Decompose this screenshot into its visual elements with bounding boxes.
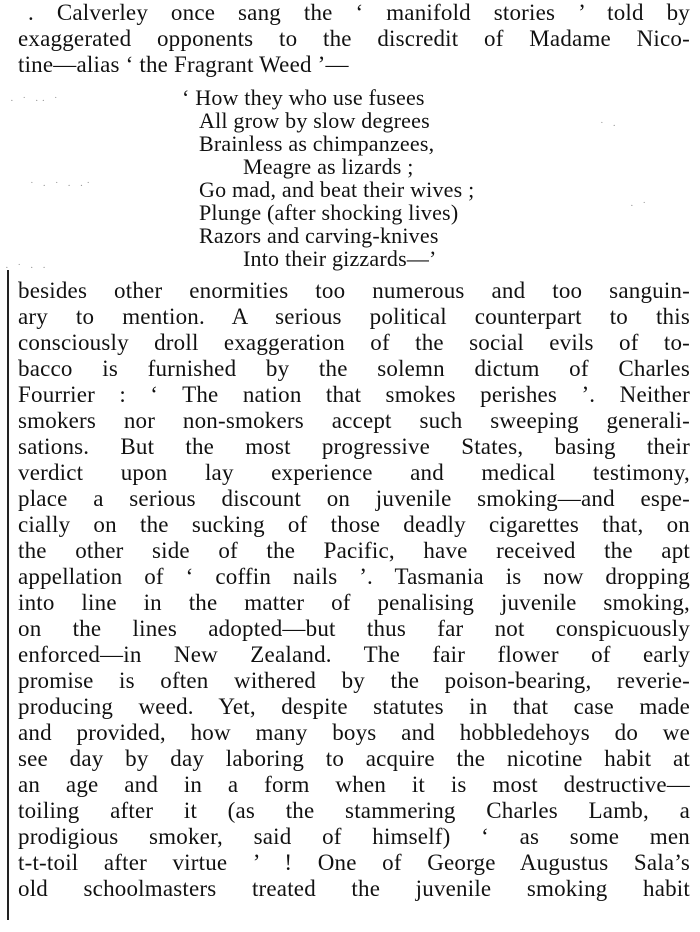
text-line: the other side of the Pacific, have received the apt	[18, 538, 690, 563]
verse-line: Into their gizzards—’	[243, 246, 437, 271]
text-line: t-t-toil after virtue ’ ! One of George Augustus Sala’s	[18, 850, 690, 875]
text-line: tine—alias ‘ the Fragrant Weed ’—	[18, 52, 349, 77]
verse-line: Go mad, and beat their wives ;	[199, 177, 475, 202]
verse-line: All grow by slow degrees	[199, 108, 430, 133]
text-line: consciously droll exaggeration of the social evils of to-	[18, 330, 690, 355]
text-line: cially on the sucking of those deadly cigarettes that, on	[18, 512, 690, 537]
text-line: toiling after it (as the stammering Charles Lamb, a	[18, 798, 690, 823]
text-line: and provided, how many boys and hobbledehoys do we	[18, 720, 690, 745]
text-line: bacco is furnished by the solemn dictum of Charles	[18, 356, 690, 381]
text-line: promise is often withered by the poison-bearing, reverie-	[18, 668, 690, 693]
text-line: besides other enormities too numerous and too sanguin-	[18, 278, 690, 303]
verse-line: ‘ How they who use fusees	[182, 85, 425, 110]
text-line: an age and in a form when it is most destructive—	[18, 772, 690, 797]
text-line: appellation of ‘ coffin nails ’. Tasmania is now dropping	[18, 564, 690, 589]
text-line: prodigious smoker, said of himself) ‘ as some men	[18, 824, 690, 849]
column-rule	[7, 270, 9, 920]
text-line: into line in the matter of penalising juvenile smoking,	[18, 590, 690, 615]
print-speck: ˙ ·	[600, 120, 620, 132]
text-line: verdict upon lay experience and medical testimony,	[18, 460, 690, 485]
print-speck: · ˙ ·· ˙	[10, 95, 61, 107]
text-line: see day by day laboring to acquire the nicotine habit at	[18, 746, 690, 771]
text-line: sations. But the most progressive States, basing their	[18, 434, 690, 459]
verse-line: Brainless as chimpanzees,	[199, 131, 435, 156]
verse-line: Plunge (after shocking lives)	[199, 200, 459, 225]
text-line: old schoolmasters treated the juvenile smoking habit	[18, 876, 690, 901]
text-line: ary to mention. A serious political counterpart to this	[18, 304, 690, 329]
text-line: Fourrier : ‘ The nation that smokes perishes ’. Neither	[18, 382, 690, 407]
text-line: . Calverley once sang the ‘ manifold stories ’ told by	[28, 0, 690, 25]
text-line: exaggerated opponents to the discredit of Madame Nico-	[18, 26, 690, 51]
verse-line: Meagre as lizards ;	[243, 154, 414, 179]
text-line: enforced—in New Zealand. The fair flower of early	[18, 642, 690, 667]
text-line: smokers nor non-smokers accept such sweeping generali-	[18, 408, 690, 433]
text-line: on the lines adopted—but thus far not conspicuously	[18, 616, 690, 641]
print-speck: · ˙	[630, 200, 650, 212]
text-line: producing weed. Yet, despite statutes in that case made	[18, 694, 690, 719]
verse-line: Razors and carving-knives	[199, 223, 439, 248]
text-line: place a serious discount on juvenile smoking—and espe-	[18, 486, 690, 511]
print-speck: · ˙ · ·	[5, 262, 49, 274]
print-speck: ˙ · ˙ · ·˙	[30, 180, 93, 192]
